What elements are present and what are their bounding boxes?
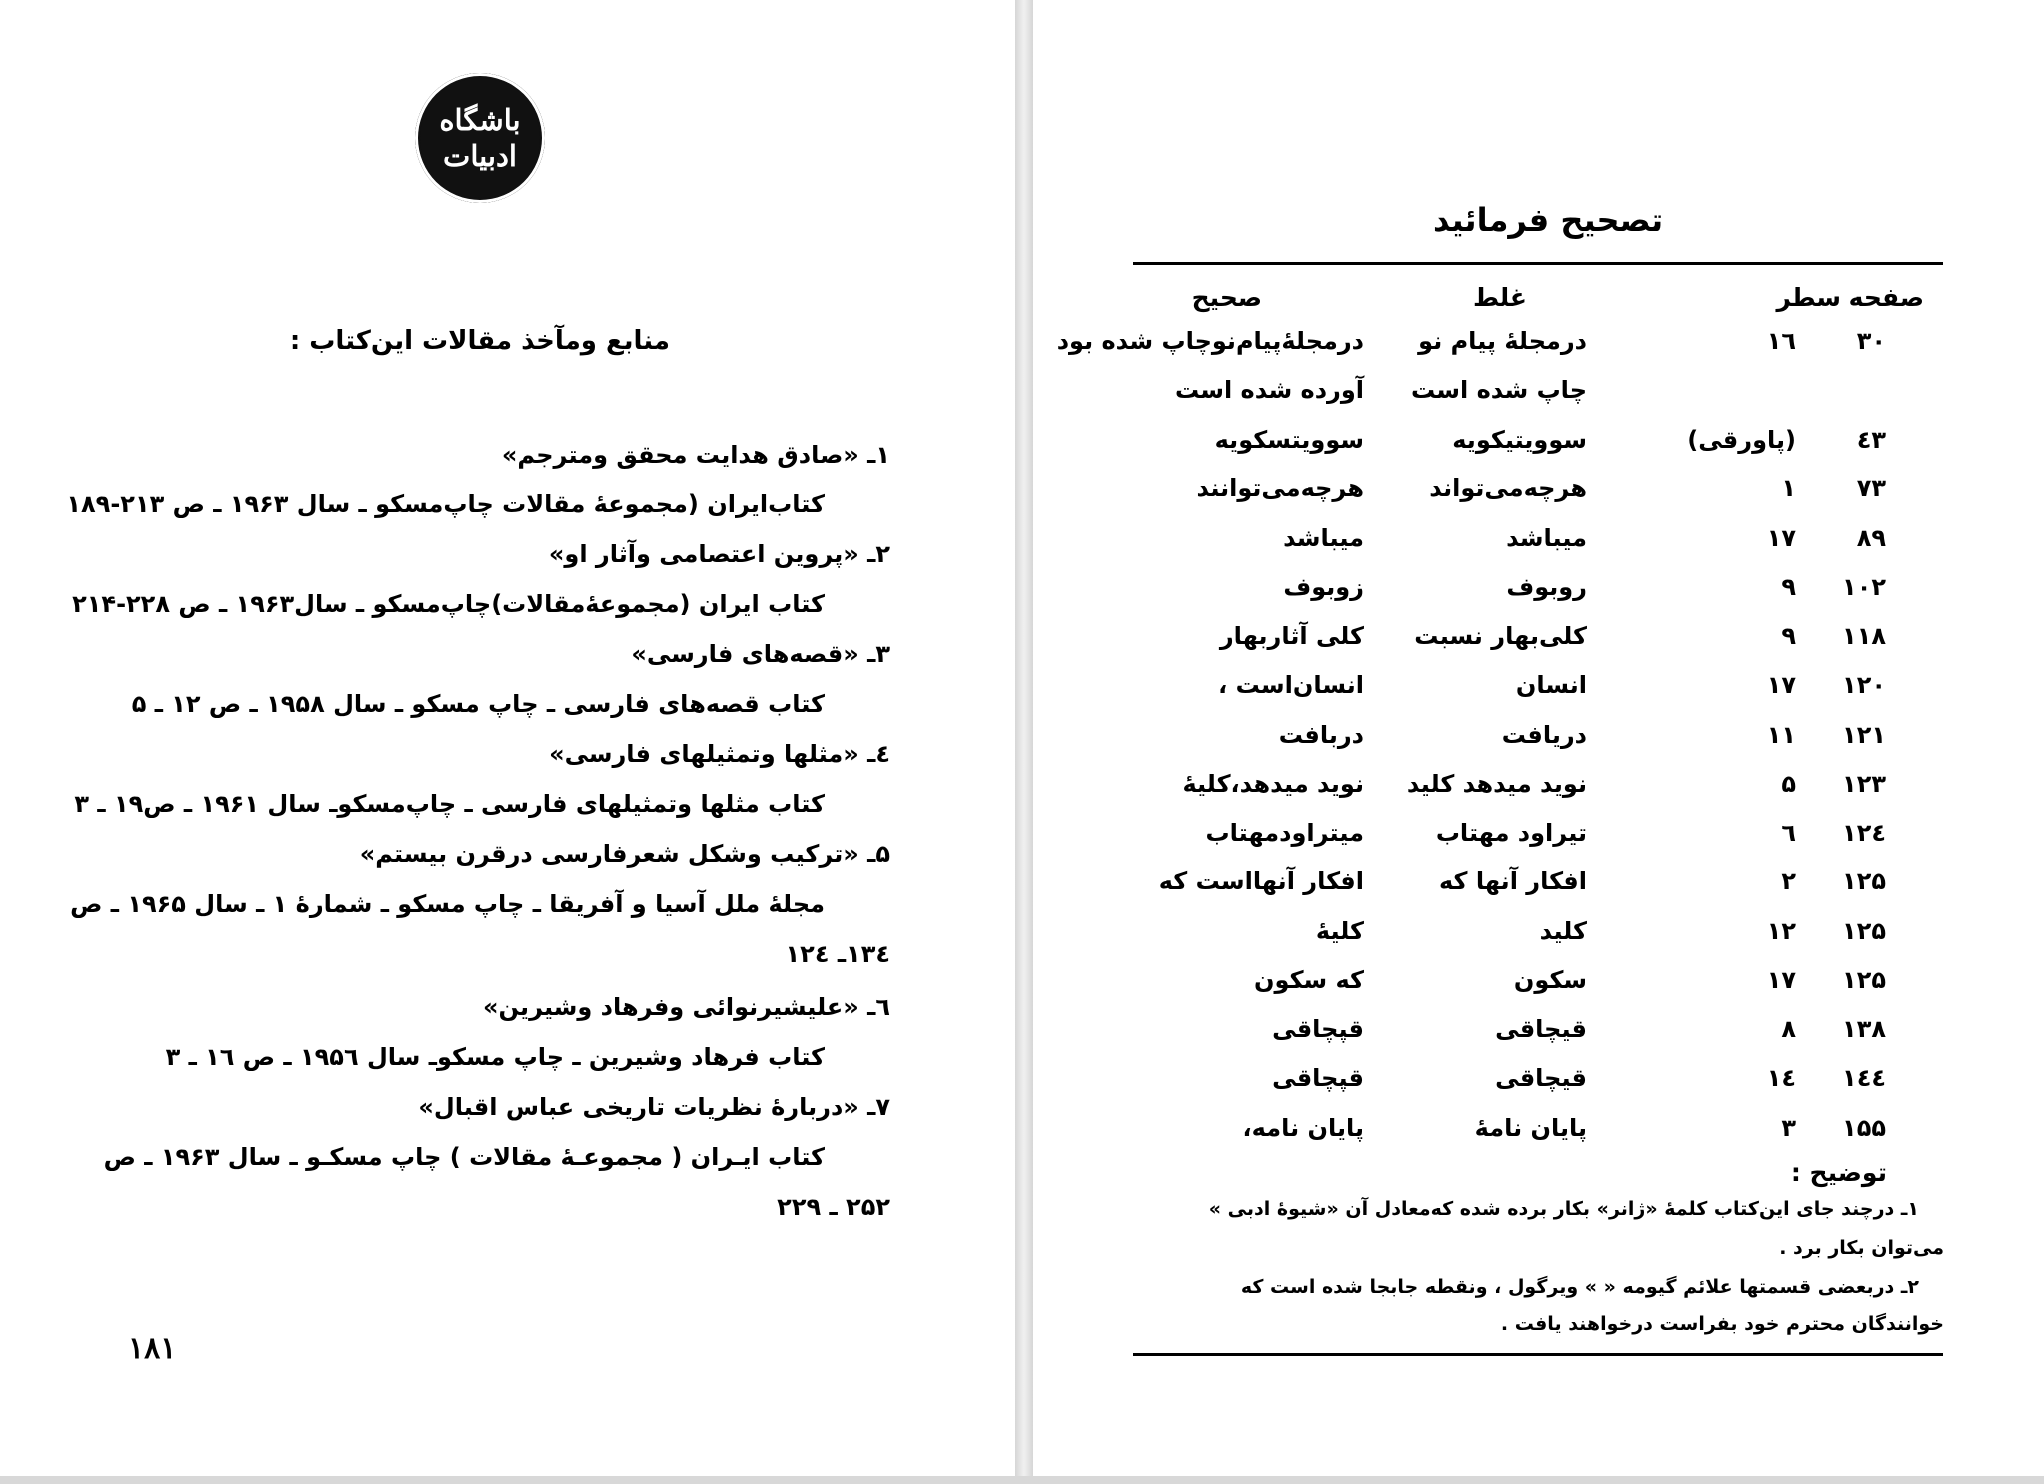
errata-line-cell: ۱ <box>1781 474 1796 502</box>
errata-right-cell: که سکون <box>1254 966 1364 994</box>
errata-right-cell: نوید میدهد،کلیهٔ <box>1182 770 1364 798</box>
logo-line-1: باشگاه <box>439 103 521 137</box>
errata-right-cell: آورده شده است <box>1174 376 1364 404</box>
errata-wrong-cell: قیچاقی <box>1495 1064 1587 1092</box>
errata-right-cell: کلی آثاربهار <box>1219 622 1364 650</box>
errata-page-cell: ۱۲۵ <box>1842 867 1886 895</box>
errata-line-cell: ۱۷ <box>1766 671 1796 699</box>
note-line: خوانندگان محترم خود بفراست درخواهند یافت . <box>1500 1313 1944 1335</box>
note-line: ۱ـ درچند جای این‌کتاب کلمهٔ «ژانر» بکار برده شده که‌معادل آن «شیوهٔ ادبی » <box>1208 1198 1919 1220</box>
errata-page-cell: ۱۲٤ <box>1842 819 1886 847</box>
errata-wrong-cell: سکون <box>1513 966 1587 994</box>
source-title: ۲ـ «پروین اعتصامی وآثار او» <box>548 540 890 568</box>
source-reference: مجلهٔ ملل آسیا و آفریقا ـ چاپ مسکو ـ شمارهٔ ۱ ـ سال ۱۹۶۵ ـ ص <box>70 890 825 918</box>
errata-line-cell: ۹ <box>1781 622 1796 650</box>
errata-right-cell: میباشد <box>1283 524 1364 552</box>
errata-page-cell: ۱۲۵ <box>1842 966 1886 994</box>
errata-right-cell: کلیهٔ <box>1315 917 1364 945</box>
errata-wrong-cell: افکار آنها که <box>1438 867 1587 895</box>
errata-page-cell: ۷۳ <box>1856 474 1886 502</box>
source-title: ۷ـ «دربارهٔ نظریات تاریخی عباس اقبال» <box>418 1093 890 1121</box>
errata-line-cell: ۱۷ <box>1766 524 1796 552</box>
source-reference-continued: ۱۳٤ـ ۱۲٤ <box>785 940 890 968</box>
errata-page-cell: ٤۳ <box>1856 426 1886 454</box>
bottom-rule <box>1133 1353 1943 1356</box>
errata-page-cell: ۳۰ <box>1856 327 1886 355</box>
header-wrong: غلط <box>1472 283 1527 312</box>
errata-page-cell: ۸۹ <box>1856 524 1886 552</box>
errata-line-cell: ٦ <box>1781 819 1796 847</box>
errata-line-cell: ۱۱ <box>1766 721 1796 749</box>
header-line: سطر <box>1776 283 1841 312</box>
source-reference: کتاب ایـران ( مجموعـهٔ مقالات ) چاپ مسکـو ـ سال ۱۹۶۳ ـ ص <box>103 1143 825 1171</box>
note-line: ۲ـ دربعضی قسمتها علائم گیومه « » ویرگول ، ونقطه جابجا شده است که <box>1240 1276 1919 1298</box>
source-title: ٤ـ «مثلها وتمثیلهای فارسی» <box>549 740 890 768</box>
book-gutter <box>1015 0 1033 1484</box>
errata-page-cell: ۱٤٤ <box>1842 1064 1886 1092</box>
errata-wrong-cell: تیراود مهتاب <box>1435 819 1587 847</box>
errata-wrong-cell: قیچاقی <box>1495 1015 1587 1043</box>
errata-page-cell: ۱۳۸ <box>1842 1015 1886 1043</box>
errata-page-cell: ۱۵۵ <box>1842 1114 1886 1142</box>
errata-right-cell: افکار آنهااست که <box>1158 867 1364 895</box>
errata-page-cell: ۱۲۱ <box>1842 721 1886 749</box>
header-page: صفحه <box>1848 283 1924 312</box>
top-rule <box>1133 262 1943 265</box>
errata-wrong-cell: انسان <box>1515 671 1587 699</box>
source-reference: کتاب مثلها وتمثیلهای فارسی ـ چاپ‌مسکو‌ـ سال ۱۹۶۱ ـ ص۱۹ ـ ۳ <box>74 790 825 818</box>
errata-right-cell: هرچه‌می‌توانند <box>1196 474 1364 502</box>
errata-page-cell: ۱۰۲ <box>1842 573 1886 601</box>
errata-wrong-cell: نوید میدهد کلید <box>1406 770 1587 798</box>
errata-wrong-cell: میباشد <box>1506 524 1587 552</box>
errata-line-cell: ۱٦ <box>1766 327 1796 355</box>
club-logo <box>415 73 545 203</box>
errata-line-cell: ۵ <box>1781 770 1796 798</box>
errata-wrong-cell: روبوف <box>1506 573 1587 601</box>
errata-wrong-cell: سوویتیکویه <box>1452 426 1587 454</box>
errata-right-cell: قپچاقی <box>1272 1064 1364 1092</box>
note-heading: توضیح : <box>1790 1158 1887 1187</box>
errata-wrong-cell: پایان نامهٔ <box>1474 1114 1587 1142</box>
errata-title: تصحیح فرمائید <box>1433 201 1664 239</box>
errata-line-cell: ۹ <box>1781 573 1796 601</box>
source-reference: کتاب ایران (مجموعهٔ‌مقالات)چاپ‌مسکو ـ سال۱۹۶۳ ـ ص ۲۲۸-۲۱۴ <box>72 590 825 618</box>
errata-right-cell: زوبوف <box>1283 573 1364 601</box>
errata-line-cell: ۲ <box>1781 867 1796 895</box>
errata-right-cell: سوویتسکویه <box>1214 426 1364 454</box>
header-correct: صحیح <box>1191 283 1262 312</box>
errata-right-cell: انسان‌است ، <box>1218 671 1364 699</box>
source-title: ۳ـ «قصه‌های فارسی» <box>631 640 890 668</box>
logo-line-2: ادبیات <box>443 139 517 173</box>
source-title: ٦ـ «علیشیرنوائی وفرهاد وشیرین» <box>482 993 890 1021</box>
note-line: می‌توان بکار برد . <box>1779 1237 1944 1259</box>
errata-right-cell: قپچاقی <box>1272 1015 1364 1043</box>
source-title: ۱ـ «صادق هدایت محقق ومترجم» <box>501 441 890 469</box>
errata-line-cell: ۸ <box>1781 1015 1796 1043</box>
errata-wrong-cell: دریافت <box>1501 721 1587 749</box>
errata-right-cell: پایان نامه، <box>1242 1114 1364 1142</box>
page-number: ۱۸۱ <box>128 1331 177 1366</box>
errata-wrong-cell: کلید <box>1539 917 1587 945</box>
errata-wrong-cell: درمجلهٔ پیام نو <box>1418 327 1587 355</box>
errata-page-cell: ۱۱۸ <box>1842 622 1886 650</box>
errata-page-cell: ۱۲۰ <box>1842 671 1886 699</box>
errata-line-cell: ۳ <box>1781 1114 1796 1142</box>
source-reference-continued: ۲۵۲ ـ ۲۲۹ <box>777 1193 890 1221</box>
errata-wrong-cell: هرچه‌می‌تواند <box>1429 474 1587 502</box>
errata-line-cell: ۱٤ <box>1766 1064 1796 1092</box>
errata-right-cell: میتراودمهتاب <box>1205 819 1364 847</box>
sources-heading: منابع ومآخذ مقالات این‌کتاب : <box>289 326 670 356</box>
right-page <box>1033 0 2044 1476</box>
source-reference: کتاب قصه‌های فارسی ـ چاپ مسکو ـ سال ۱۹۵۸ ـ ص ۱۲ ـ ۵ <box>131 690 825 718</box>
errata-line-cell: ۱۲ <box>1766 917 1796 945</box>
left-page <box>0 0 1015 1476</box>
source-reference: کتاب فرهاد وشیرین ـ چاپ مسکو‌ـ سال ۱۹۵٦ ـ ص ۱٦ ـ ۳ <box>165 1043 825 1071</box>
source-title: ۵ـ «ترکیب وشکل شعرفارسی درقرن بیستم» <box>359 840 890 868</box>
errata-line-cell: (پاورقی) <box>1687 426 1796 454</box>
errata-wrong-cell: چاپ شده است <box>1410 376 1587 404</box>
errata-line-cell: ۱۷ <box>1766 966 1796 994</box>
errata-right-cell: درمجلهٔ‌پیام‌نوچاپ شده بود <box>1056 327 1364 355</box>
source-reference: کتاب‌ایران (مجموعهٔ مقالات چاپ‌مسکو ـ سال ۱۹۶۳ ـ ص ۲۱۳-۱۸۹ <box>66 490 825 518</box>
errata-page-cell: ۱۲۵ <box>1842 917 1886 945</box>
errata-page-cell: ۱۲۳ <box>1842 770 1886 798</box>
errata-wrong-cell: کلی‌بهار نسبت <box>1414 622 1587 650</box>
errata-right-cell: دربافت <box>1278 721 1364 749</box>
